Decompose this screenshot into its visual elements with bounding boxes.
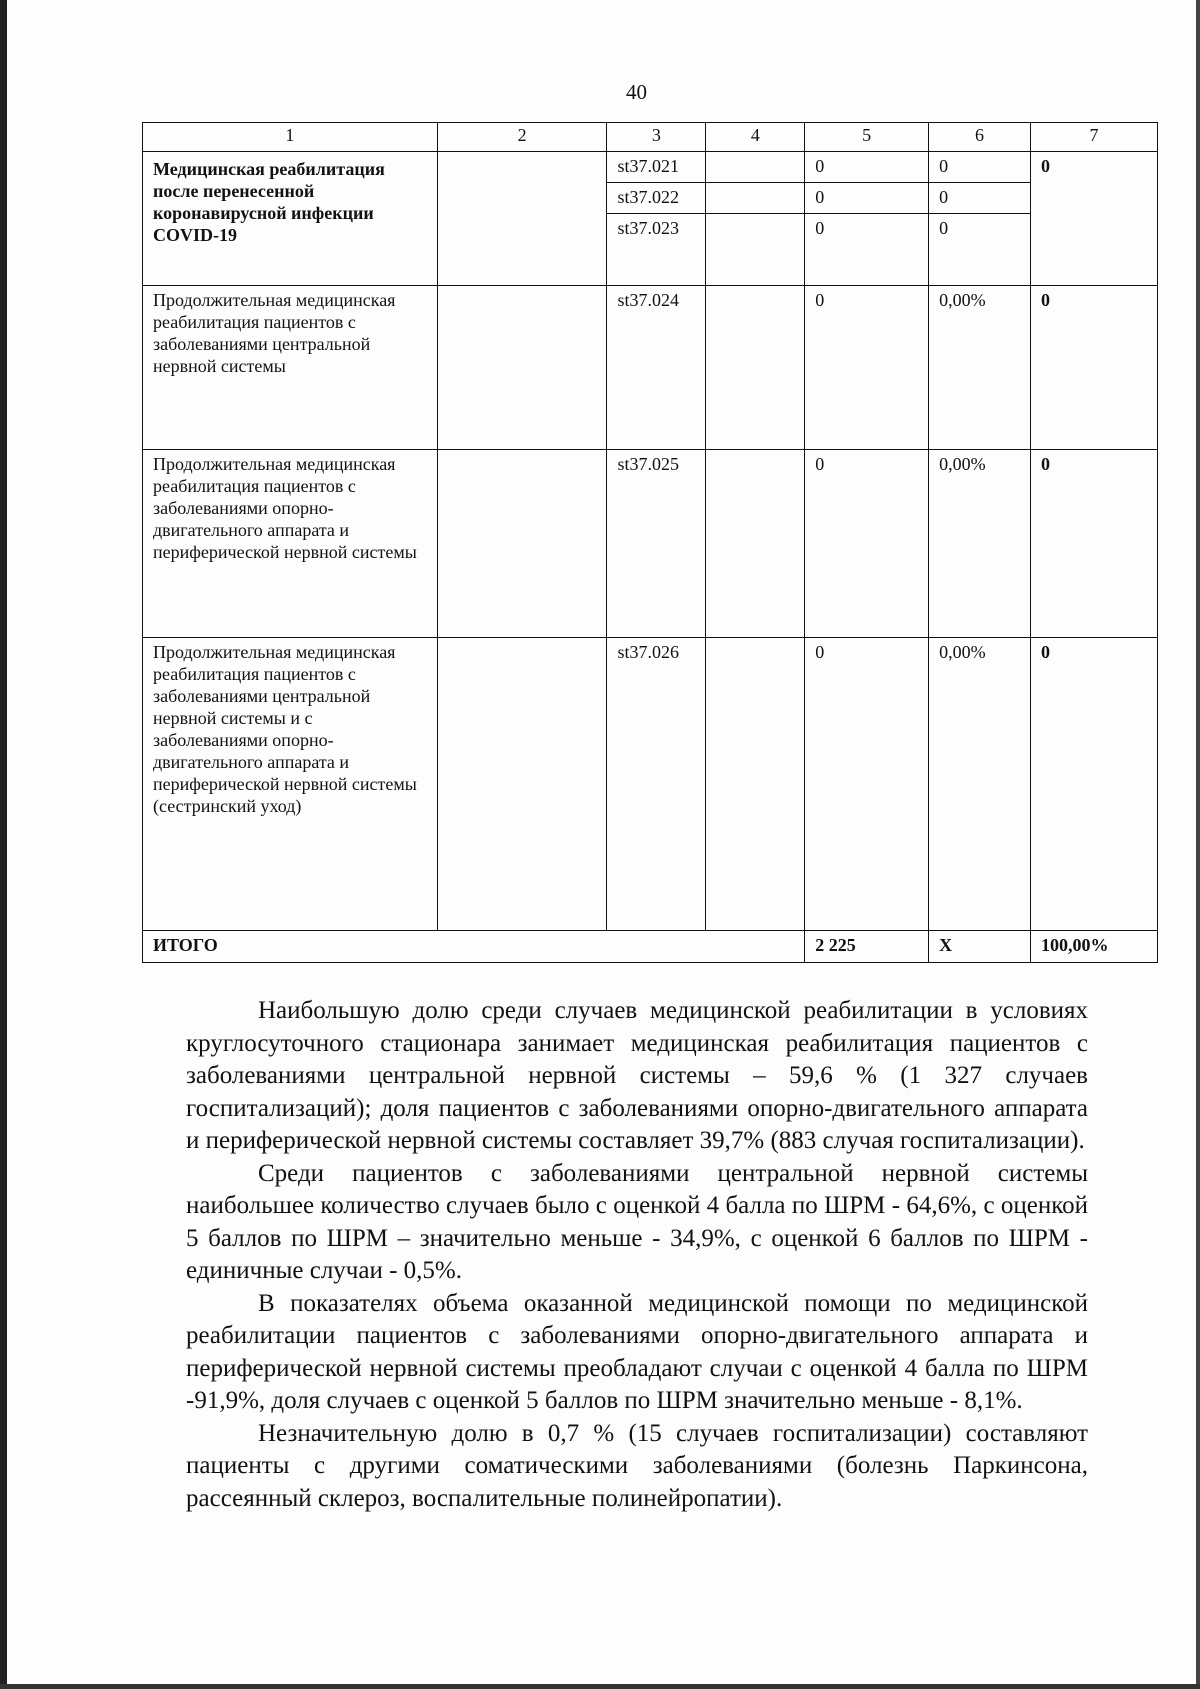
code-cell: st37.022 [607, 183, 706, 214]
table-row [143, 450, 1158, 638]
paragraph: Наибольшую долю среди случаев медицинской реабилитации в условиях круглосуточного стационара занимает медицинская реабилитация пациентов с заболеваниями центральной нервной системы – 59,6 % (1 327 случаев госпитализаций); доля пациентов с заболеваниями опорно-двигательного аппарата и периферической нервной системы составляет 39,7% (883 случая госпитализации). [186, 997, 1088, 1154]
empty-cell [437, 286, 607, 450]
value-cell: 0 [805, 152, 929, 183]
value-cell: 0 [805, 450, 929, 638]
paragraph: Среди пациентов с заболеваниями центральной нервной системы наибольшее количество случаев было с оценкой 4 балла по ШРМ - 64,6%, с оценкой 5 баллов по ШРМ – значительно меньше - 34,9%, с оценкой 6 баллов по ШРМ - единичные случаи - 0,5%. [186, 1159, 1088, 1284]
empty-cell [437, 638, 607, 931]
body-text [186, 995, 1088, 1515]
paragraph: Незначительную долю в 0,7 % (15 случаев госпитализации) составляют пациенты с другими соматическими заболеваниями (болезнь Паркинсона, рассеянный склероз, воспалительные полинейропатии). [186, 1419, 1088, 1512]
code-cell: st37.023 [607, 214, 706, 286]
data-table [142, 122, 1158, 963]
scan-edge-left [0, 0, 7, 1689]
header-cell: 5 [805, 123, 929, 152]
name-cell: Продолжительная медицинская реабилитация пациентов с заболеваниями центральной нервной системы и с заболеваниями опорно-двигательного аппарата и периферической нервной системы (сестринский уход) [143, 638, 438, 931]
value-cell: 0 [805, 638, 929, 931]
total-label: ИТОГО [143, 931, 805, 963]
empty-cell [437, 450, 607, 638]
group-name-cell: Медицинская реабилитация после перенесенной коронавирусной инфекции COVID-19 [143, 152, 438, 286]
value-cell: 0 [805, 183, 929, 214]
empty-cell [706, 286, 805, 450]
code-cell: st37.021 [607, 152, 706, 183]
value-cell: 0 [1031, 638, 1158, 931]
table-row [143, 152, 1158, 183]
code-cell: st37.025 [607, 450, 706, 638]
header-cell: 2 [437, 123, 607, 152]
scan-edge-bottom [0, 1684, 1200, 1689]
total-row [143, 931, 1158, 963]
code-cell: st37.024 [607, 286, 706, 450]
code-cell: st37.026 [607, 638, 706, 931]
total-value: 2 225 [805, 931, 929, 963]
header-cell: 6 [929, 123, 1031, 152]
value-cell: 0 [805, 286, 929, 450]
empty-cell [706, 638, 805, 931]
value-cell: 0,00% [929, 638, 1031, 931]
name-cell: Продолжительная медицинская реабилитация пациентов с заболеваниями центральной нервной системы [143, 286, 438, 450]
value-cell: 0 [929, 214, 1031, 286]
value-cell: 0 [929, 183, 1031, 214]
page-number: 40 [626, 80, 647, 104]
total-value: 100,00% [1031, 931, 1158, 963]
name-cell: Продолжительная медицинская реабилитация пациентов с заболеваниями опорно-двигательного аппарата и периферической нервной системы [143, 450, 438, 638]
table-header-row [143, 123, 1158, 152]
paragraph: В показателях объема оказанной медицинской помощи по медицинской реабилитации пациентов с заболеваниями опорно-двигательного аппарата и периферической нервной системы преобладают случаи с оценкой 4 балла по ШРМ -91,9%, доля случаев с оценкой 5 баллов по ШРМ значительно меньше - 8,1%. [186, 1289, 1088, 1414]
table-row [143, 286, 1158, 450]
header-cell: 1 [143, 123, 438, 152]
value-cell: 0,00% [929, 286, 1031, 450]
header-cell: 3 [607, 123, 706, 152]
value-cell: 0 [1031, 286, 1158, 450]
empty-cell [706, 450, 805, 638]
empty-cell [706, 152, 805, 183]
empty-cell [706, 214, 805, 286]
header-cell: 4 [706, 123, 805, 152]
empty-cell [706, 183, 805, 214]
header-cell: 7 [1031, 123, 1158, 152]
group-total-cell: 0 [1031, 152, 1158, 286]
scan-edge-right [1196, 0, 1200, 1689]
value-cell: 0 [929, 152, 1031, 183]
table-row [143, 638, 1158, 931]
total-value: Х [929, 931, 1031, 963]
value-cell: 0 [1031, 450, 1158, 638]
value-cell: 0 [805, 214, 929, 286]
value-cell: 0,00% [929, 450, 1031, 638]
empty-cell [437, 152, 607, 286]
